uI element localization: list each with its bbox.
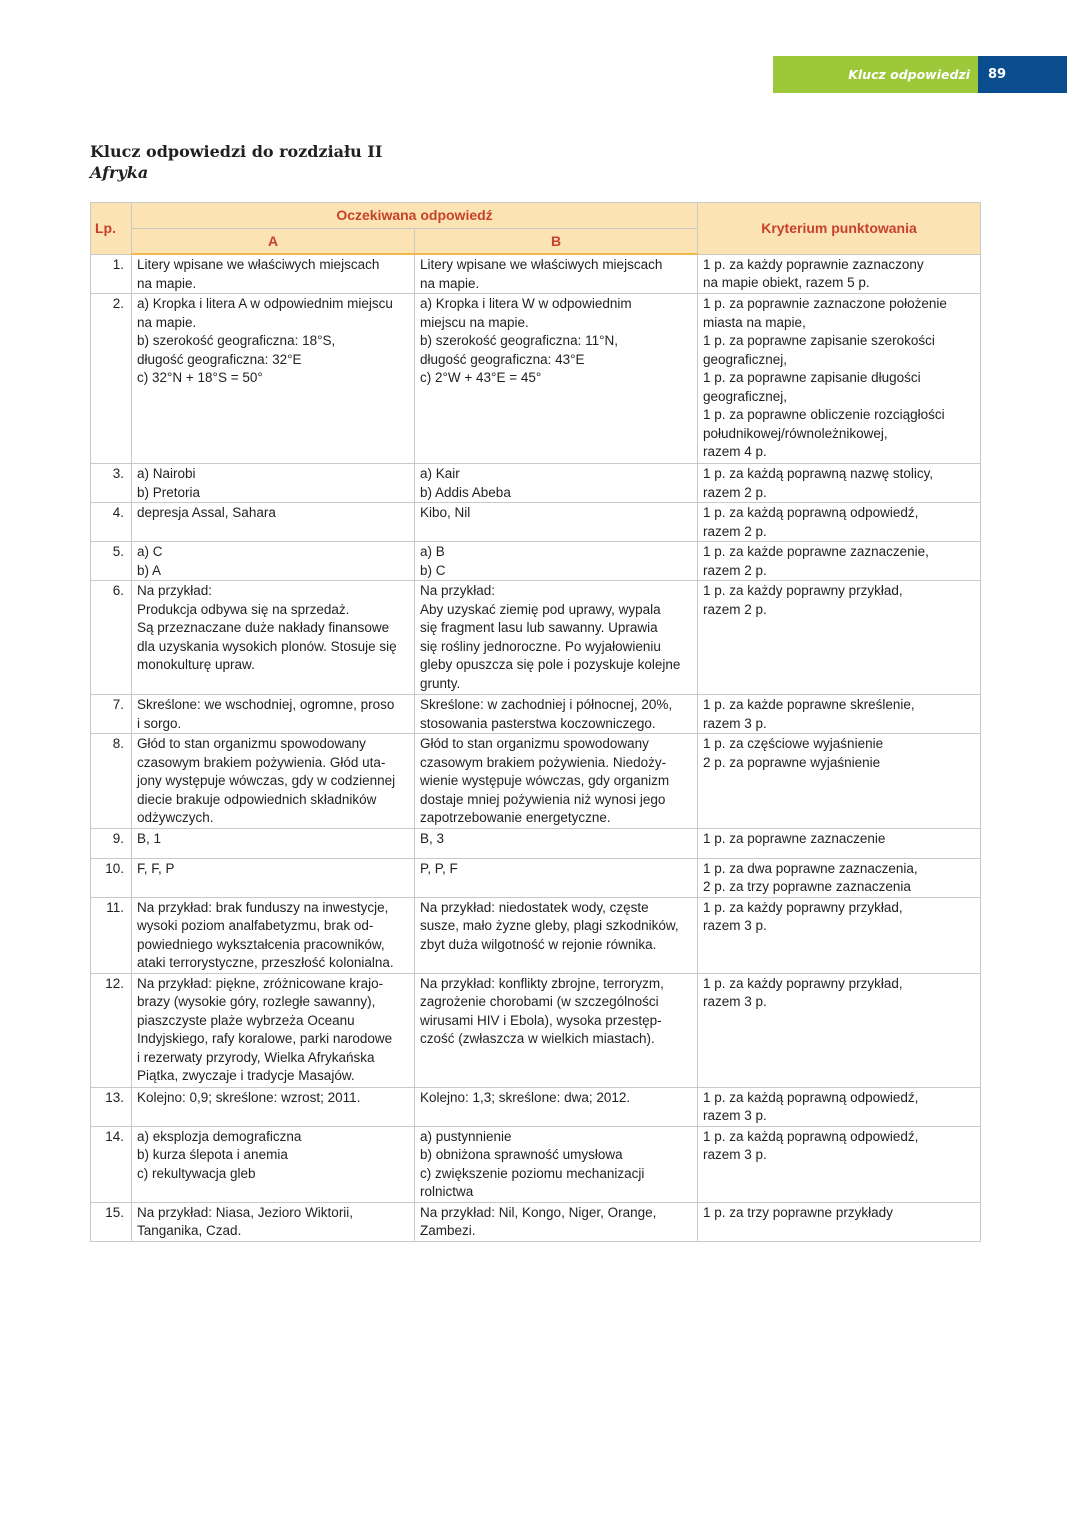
criteria-cell: 1 p. za każdą poprawną nazwę stolicy, razem 2 p. bbox=[698, 464, 981, 503]
criteria-cell: 1 p. za każdy poprawnie zaznaczony na mapie obiekt, razem 5 p. bbox=[698, 254, 981, 294]
table-row bbox=[91, 1202, 981, 1241]
row-number: 12. bbox=[91, 973, 132, 1087]
answer-a-cell: Litery wpisane we właściwych miejscach na mapie. bbox=[132, 254, 415, 294]
row-number: 14. bbox=[91, 1126, 132, 1202]
header-column-b: B bbox=[415, 228, 698, 254]
row-number: 4. bbox=[91, 503, 132, 542]
answer-b-cell: a) Kair b) Addis Abeba bbox=[415, 464, 698, 503]
answer-a-cell: a) eksplozja demograficzna b) kurza ślepota i anemia c) rekultywacja gleb bbox=[132, 1126, 415, 1202]
row-number: 1. bbox=[91, 254, 132, 294]
answer-a-cell: a) Kropka i litera A w odpowiednim miejscu na mapie. b) szerokość geograficzna: 18°S, długość geograficzna: 32°E c) 32°N + 18°S = 50° bbox=[132, 294, 415, 464]
criteria-cell: 1 p. za poprawnie zaznaczone położenie miasta na mapie, 1 p. za poprawne zapisanie szerokości geograficznej, 1 p. za poprawne zapisanie długości geograficznej, 1 p. za poprawne obliczenie rozciągłości południkowej/równoleżnikowej, razem 4 p. bbox=[698, 294, 981, 464]
row-number: 9. bbox=[91, 828, 132, 858]
section-label: Klucz odpowiedzi bbox=[773, 56, 978, 93]
answer-a-cell: Na przykład: piękne, zróżnicowane krajo- brazy (wysokie góry, rozległe sawanny), piaszczyste plaże wybrzeża Oceanu Indyjskiego, rafy koralowe, parki narodowe i rezerwaty przyrody, Wielka Afrykańska Piątka, zwyczaje i tradycje Masajów. bbox=[132, 973, 415, 1087]
criteria-cell: 1 p. za każdą poprawną odpowiedź, razem 2 p. bbox=[698, 503, 981, 542]
page-number: 89 bbox=[978, 56, 1067, 93]
answer-b-cell: Na przykład: Aby uzyskać ziemię pod uprawy, wypala się fragment lasu lub sawanny. Uprawia się rośliny jednoroczne. Po wyjałowieniu gleby opuszcza się pole i pozyskuje kolejne grunty. bbox=[415, 581, 698, 695]
table-row bbox=[91, 294, 981, 464]
criteria-cell: 1 p. za poprawne zaznaczenie bbox=[698, 828, 981, 858]
answer-b-cell: a) pustynnienie b) obniżona sprawność umysłowa c) zwiększenie poziomu mechanizacji rolnictwa bbox=[415, 1126, 698, 1202]
answer-b-cell: P, P, F bbox=[415, 858, 698, 897]
answer-b-cell: Litery wpisane we właściwych miejscach na mapie. bbox=[415, 254, 698, 294]
criteria-cell: 1 p. za każdą poprawną odpowiedź, razem 3 p. bbox=[698, 1087, 981, 1126]
answer-a-cell: a) Nairobi b) Pretoria bbox=[132, 464, 415, 503]
criteria-cell: 1 p. za każde poprawne skreślenie, razem 3 p. bbox=[698, 695, 981, 734]
chapter-subtitle: Afryka bbox=[90, 163, 149, 182]
table-row bbox=[91, 581, 981, 695]
row-number: 8. bbox=[91, 734, 132, 829]
answer-a-cell: depresja Assal, Sahara bbox=[132, 503, 415, 542]
criteria-cell: 1 p. za każdy poprawny przykład, razem 3 p. bbox=[698, 897, 981, 973]
answer-a-cell: F, F, P bbox=[132, 858, 415, 897]
chapter-title: Klucz odpowiedzi do rozdziału II bbox=[90, 142, 383, 161]
row-number: 5. bbox=[91, 542, 132, 581]
row-number: 10. bbox=[91, 858, 132, 897]
answer-a-cell: Na przykład: brak funduszy na inwestycje, wysoki poziom analfabetyzmu, brak od- powiedniego wykształcenia pracowników, ataki terrorystyczne, przeszłość kolonialna. bbox=[132, 897, 415, 973]
criteria-cell: 1 p. za każde poprawne zaznaczenie, razem 2 p. bbox=[698, 542, 981, 581]
table-row bbox=[91, 828, 981, 858]
criteria-cell: 1 p. za każdy poprawny przykład, razem 3 p. bbox=[698, 973, 981, 1087]
table-row bbox=[91, 734, 981, 829]
answer-b-cell: Kibo, Nil bbox=[415, 503, 698, 542]
table-row bbox=[91, 464, 981, 503]
answer-a-cell: Skreślone: we wschodniej, ogromne, proso i sorgo. bbox=[132, 695, 415, 734]
answer-b-cell: Skreślone: w zachodniej i północnej, 20%, stosowania pasterstwa koczowniczego. bbox=[415, 695, 698, 734]
answer-a-cell: Głód to stan organizmu spowodowany czasowym brakiem pożywienia. Głód uta- jony występuje wówczas, gdy w codziennej diecie brakuje odpowiednich składników odżywczych. bbox=[132, 734, 415, 829]
criteria-cell: 1 p. za każdy poprawny przykład, razem 2 p. bbox=[698, 581, 981, 695]
header-column-a: A bbox=[132, 228, 415, 254]
table-row bbox=[91, 1126, 981, 1202]
criteria-cell: 1 p. za każdą poprawną odpowiedź, razem 3 p. bbox=[698, 1126, 981, 1202]
table-row bbox=[91, 542, 981, 581]
table-row bbox=[91, 695, 981, 734]
row-number: 3. bbox=[91, 464, 132, 503]
table-row bbox=[91, 503, 981, 542]
answer-a-cell: a) C b) A bbox=[132, 542, 415, 581]
answer-b-cell: Na przykład: Nil, Kongo, Niger, Orange, Zambezi. bbox=[415, 1202, 698, 1241]
answer-b-cell: a) Kropka i litera W w odpowiednim miejscu na mapie. b) szerokość geograficzna: 11°N, długość geograficzna: 43°E c) 2°W + 43°E = 45° bbox=[415, 294, 698, 464]
answer-b-cell: Głód to stan organizmu spowodowany czasowym brakiem pożywienia. Niedoży- wienie występuje wówczas, gdy organizm dostaje mniej pożywienia niż wynosi jego zapotrzebowanie energetyczne. bbox=[415, 734, 698, 829]
answer-key-table bbox=[90, 202, 981, 1242]
row-number: 2. bbox=[91, 294, 132, 464]
page-header-bar bbox=[773, 56, 1067, 93]
table-row bbox=[91, 858, 981, 897]
row-number: 13. bbox=[91, 1087, 132, 1126]
header-lp: Lp. bbox=[91, 203, 132, 255]
row-number: 6. bbox=[91, 581, 132, 695]
criteria-cell: 1 p. za częściowe wyjaśnienie 2 p. za poprawne wyjaśnienie bbox=[698, 734, 981, 829]
criteria-cell: 1 p. za dwa poprawne zaznaczenia, 2 p. za trzy poprawne zaznaczenia bbox=[698, 858, 981, 897]
answer-b-cell: Na przykład: niedostatek wody, częste susze, mało żyzne gleby, plagi szkodników, zbyt duża wilgotność w rejonie równika. bbox=[415, 897, 698, 973]
answer-b-cell: Na przykład: konflikty zbrojne, terroryzm, zagrożenie chorobami (w szczególności wirusami HIV i Ebola), wysoka przestęp- czość (zwłaszcza w wielkich miastach). bbox=[415, 973, 698, 1087]
header-expected-answer: Oczekiwana odpowiedź bbox=[132, 203, 698, 229]
header-criteria: Kryterium punktowania bbox=[698, 203, 981, 255]
table-row bbox=[91, 1087, 981, 1126]
answer-b-cell: B, 3 bbox=[415, 828, 698, 858]
answer-a-cell: Kolejno: 0,9; skreślone: wzrost; 2011. bbox=[132, 1087, 415, 1126]
criteria-cell: 1 p. za trzy poprawne przykłady bbox=[698, 1202, 981, 1241]
table-row bbox=[91, 973, 981, 1087]
answer-a-cell: Na przykład: Niasa, Jezioro Wiktorii, Tanganika, Czad. bbox=[132, 1202, 415, 1241]
answer-b-cell: Kolejno: 1,3; skreślone: dwa; 2012. bbox=[415, 1087, 698, 1126]
answer-a-cell: Na przykład: Produkcja odbywa się na sprzedaż. Są przeznaczane duże nakłady finansowe dla uzyskania wysokich plonów. Stosuje się monokulturę upraw. bbox=[132, 581, 415, 695]
row-number: 15. bbox=[91, 1202, 132, 1241]
table-row bbox=[91, 897, 981, 973]
answer-a-cell: B, 1 bbox=[132, 828, 415, 858]
answer-b-cell: a) B b) C bbox=[415, 542, 698, 581]
row-number: 11. bbox=[91, 897, 132, 973]
table-row bbox=[91, 254, 981, 294]
row-number: 7. bbox=[91, 695, 132, 734]
